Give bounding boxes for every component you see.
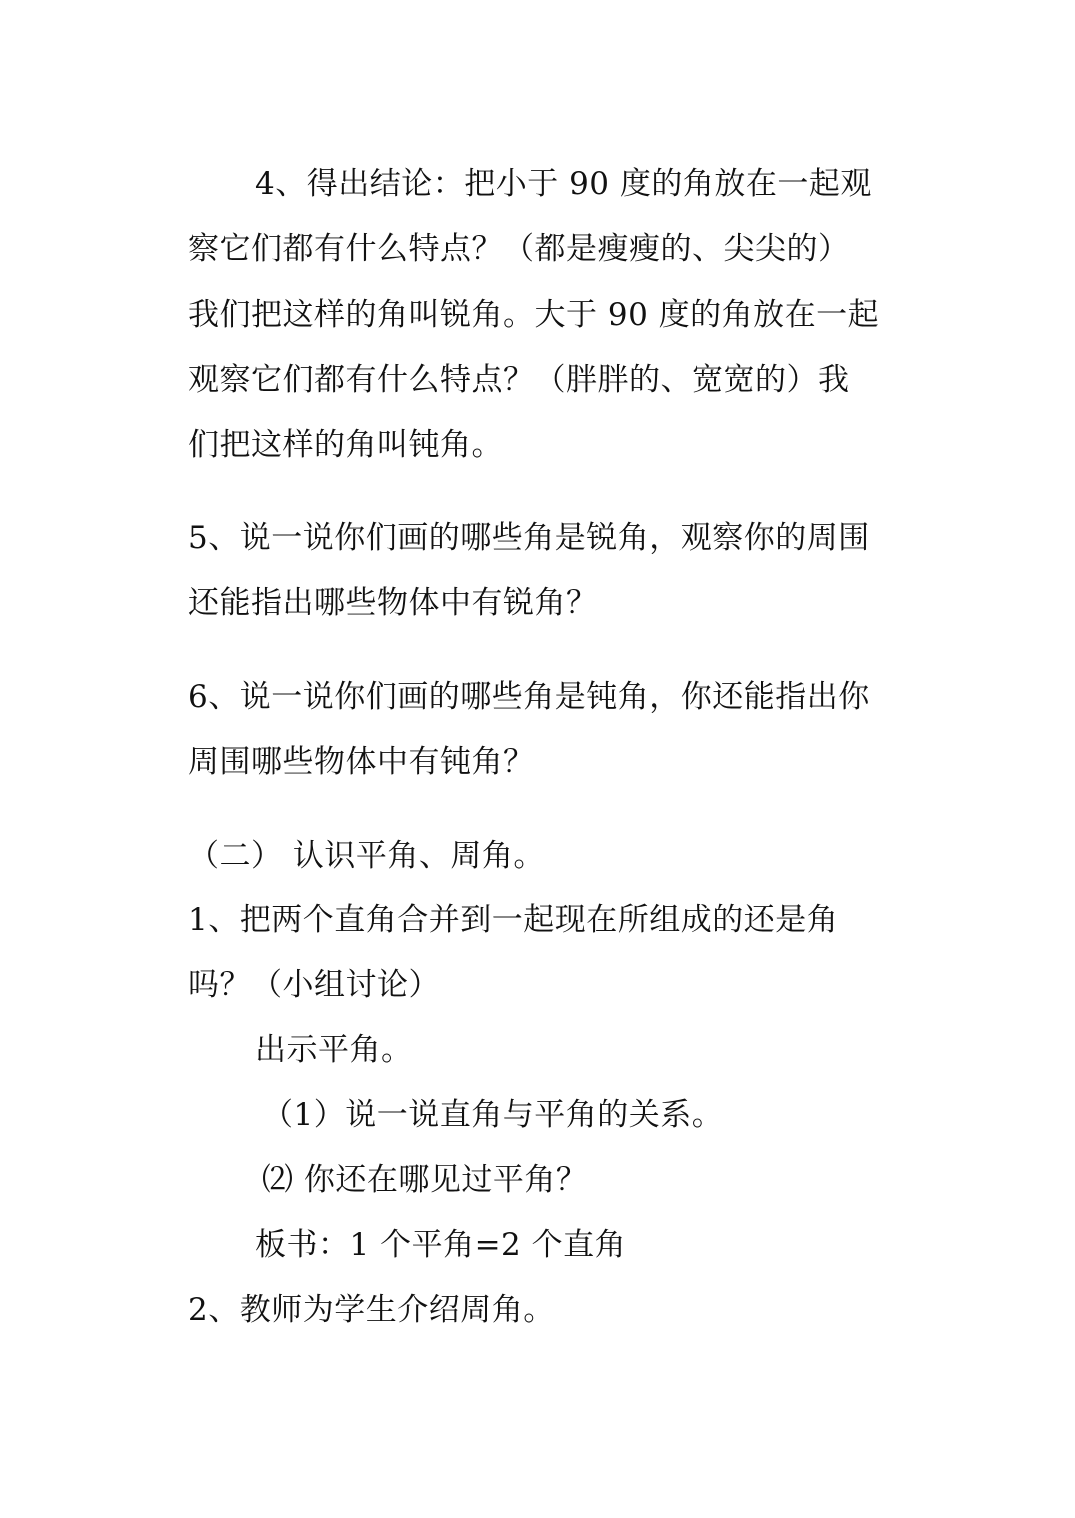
para5-line2: 还能指出哪些物体中有锐角？: [188, 585, 598, 621]
para6-line2: 周围哪些物体中有钝角？: [188, 744, 535, 780]
section2-board: 板书：1 个平角=2 个直角: [255, 1227, 627, 1263]
section2-sub1: （1）说一说直角与平角的关系。: [262, 1097, 724, 1133]
para5-line1: 5、说一说你们画的哪些角是锐角，观察你的周围: [188, 520, 870, 556]
section2-sub2: ⑵ 你还在哪见过平角？: [262, 1162, 588, 1198]
section2-heading: （二） 认识平角、周角。: [188, 838, 545, 874]
para4-line5: 们把这样的角叫钝角。: [188, 427, 503, 463]
para4-line1: 4、得出结论：把小于 90 度的角放在一起观: [255, 166, 872, 202]
para4-line4: 观察它们都有什么特点？（胖胖的、宽宽的）我: [188, 362, 850, 398]
section2-show: 出示平角。: [255, 1032, 413, 1068]
para6-line1: 6、说一说你们画的哪些角是钝角，你还能指出你: [188, 679, 870, 715]
section2-item1-line2: 吗？（小组讨论）: [188, 967, 440, 1003]
para4-line2: 察它们都有什么特点？（都是瘦瘦的、尖尖的）: [188, 231, 850, 267]
para4-line3: 我们把这样的角叫锐角。大于 90 度的角放在一起: [188, 297, 880, 333]
section2-item2: 2、教师为学生介绍周角。: [188, 1292, 555, 1328]
section2-item1-line1: 1、把两个直角合并到一起现在所组成的还是角: [188, 902, 839, 938]
